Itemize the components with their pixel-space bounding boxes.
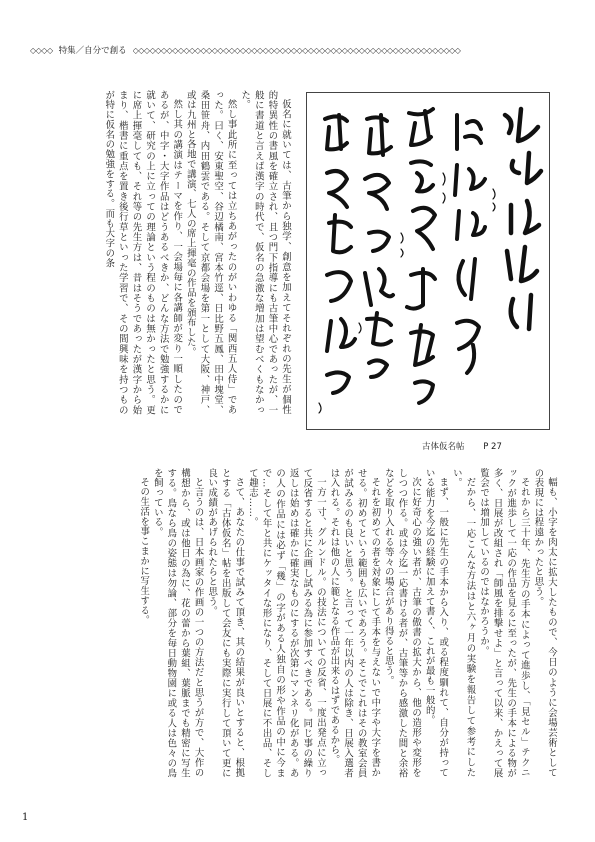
- header-title: 特集／自分で創る: [58, 46, 127, 56]
- paragraph: 次に好奇心の強い者が、古筆の傲書の拡大から、他の造形や変形をしつつ作る。或は今迄一応書ける者が、古筆等から感激した間と余裕などを取り入れる等々の場合があり得ると思う。: [382, 468, 422, 778]
- paragraph: 幅も、小字を肉太に拡大したもので、今日のように会場芸術としての表現には程遠かったと思う。: [532, 468, 557, 778]
- paragraph: 仮名に就いては、古筆から独学、創意を加えてそれぞれの先生が個性的特異性の書風を確立され、且つ門下指導にも古筆中心であったが、一般に書道と言えば漢字の時代で、仮名の急激な増加は望むべくもなかった。: [239, 90, 291, 415]
- header-ornament-tail: ◇◇◇◇◇◇◇◇◇◇◇◇◇◇◇◇◇◇◇◇◇◇◇◇◇◇◇◇◇◇◇◇◇◇◇◇◇◇◇◇◇◇◇◇◇◇◇◇◇◇◇◇◇◇◇◇◇◇: [132, 45, 461, 55]
- paragraph: だから、一応こんな方法はと六ヶ月の実験を報告して参考にしたい。: [450, 468, 476, 778]
- paragraph: その生活を事こまかに写生する。: [138, 477, 150, 626]
- paragraph: と言うのは、日本画家の作画の一つの方法だと思うが方で、大作の構想から、或は他日の為に、花の蕾から葉組、葉脈までも精密に写生する。鳥なら鳥の姿態は勿論、部分を毎日動物園に或る人は色々の鳥を飼っている。: [151, 468, 204, 778]
- plate-caption: [422, 440, 502, 452]
- header-ornament: ◇◇◇◇: [30, 45, 53, 55]
- paragraph: それから三十年、先生方の手本によって進歩し、「見セル」テクニックが進歩して一応の作品を見るに至ったが、先生の手本による物が多く、日展が改組され「師風を排撃せよ」と言って以来、かえって展覧会では増加しているのではなかろうか。: [478, 468, 530, 778]
- paragraph: まず、一般に先生の手本から入り、或る程度馴れて、自分が持っている能力を今迄の経験に加えて書く、これが最も一般的。: [423, 468, 449, 778]
- calligraphy-image: [307, 93, 549, 429]
- paragraph: 一方一寸、グルンドル。の技法についての反省、一度出発点に立って反省すると共に企画し試みる為に参加すべきである。同じ事の繰り返しは始めは確かに確実なものにするが次第にマンネリ化がある。あの人の作品には必ず「幾」の字がある人独自の形や作品の中に今まで…そして年と共にケッタイな形になり、そして日展に不出品、そして趣志……。: [246, 468, 326, 778]
- lower-text-block: [30, 468, 558, 778]
- plate-caption-title: 古体仮名帖: [422, 442, 465, 452]
- paragraph: それを初めての者を対象にして手本を与えないで中字や大字を書かせる。初めてという範囲も広いであろう。そこでこれはその教室会員が試みるのも良いと思う。と言って一年以内の人は除き、日展入選者は入れる。それは他の人に範となる作品が出来るはずであるから。: [328, 468, 381, 778]
- paragraph: さて、あなたの仕事で試みて頂き、其の結果が良いとすると、根拠とする「古体仮名」帖を出版して会友にも実際に実行して頂いて更に良い成績があげられたらと思う。: [206, 468, 245, 778]
- calligraphy-plate: [306, 92, 550, 430]
- upper-text-block: [40, 90, 292, 415]
- plate-page-ref: P 27: [483, 442, 502, 452]
- paragraph: 然し事此所に至っては立ちあがったのがいわゆる「関西五人侍」であった。曰く、安東聖空、谷辺橘南、宮本竹逕、日比野五鳳、田中塊堂、桑田笹舟、内田鶴雲である。そして京都会場を第一として大阪、神戸、或は九州と各地で講演、七人の席上揮毫の作品を頒布した。: [184, 90, 237, 415]
- page-number: 1: [22, 812, 29, 823]
- paragraph: 然し其の講演はテーマを作り、一会場毎に各講師が変り一順したのであるが、中字・大字作品はどうあるべきか、どんな方法で勉強するかに就いて、研究の上に立っての理論という程のものは無かったと思う。更に席上揮毫しても、それ等の先生方は、昔はそうであったが漢字から始まり、楷書に重点を置き後行草といった学習で、その間興味を持つものが特に仮名の勉強をする。而も大字の条: [103, 90, 183, 415]
- header-band: [30, 44, 565, 56]
